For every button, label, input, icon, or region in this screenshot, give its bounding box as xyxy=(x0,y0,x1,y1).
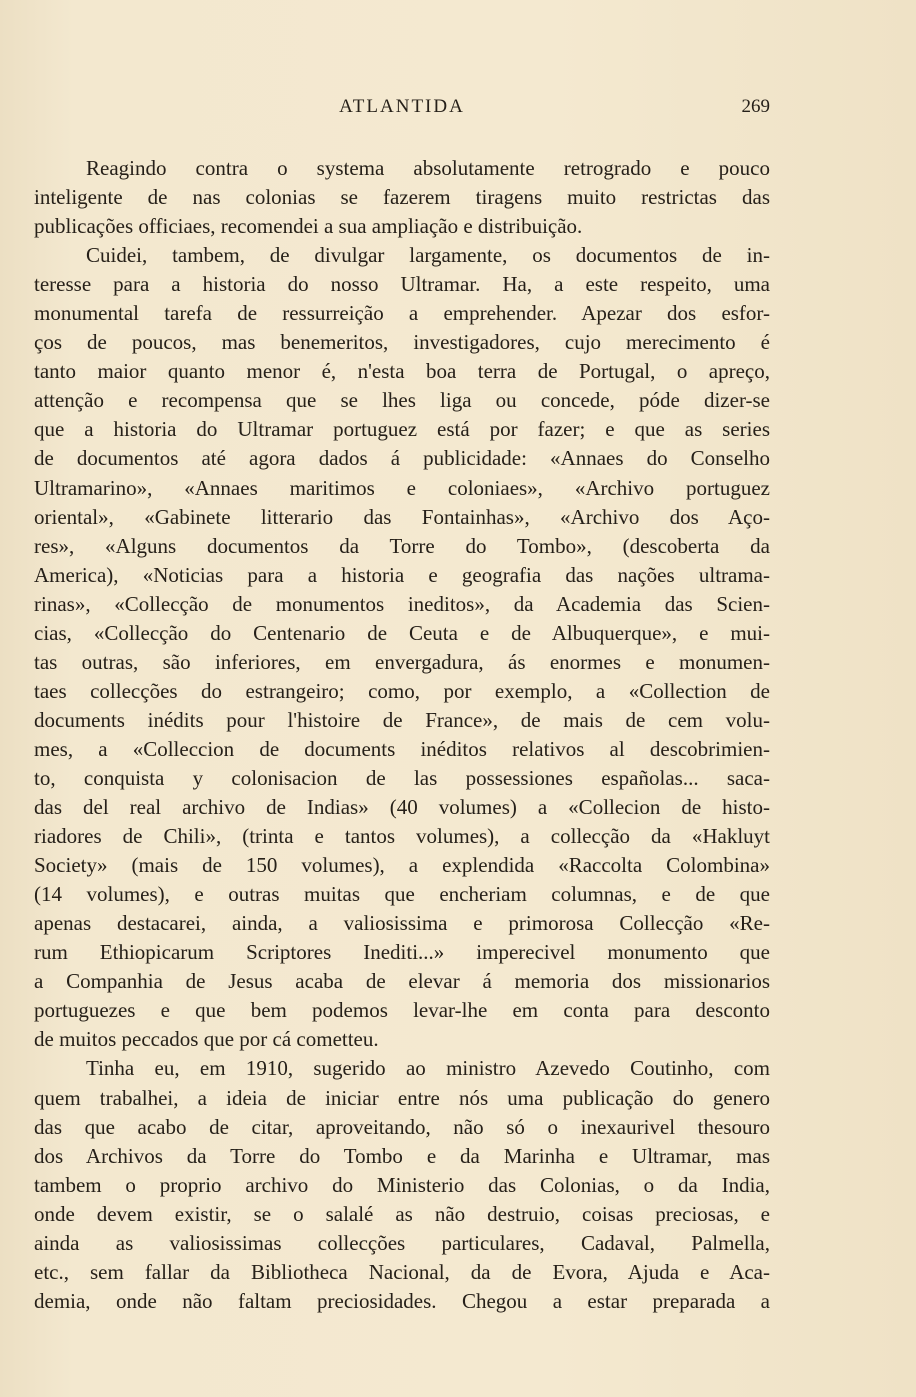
text-line: tambem o proprio archivo do Ministerio das Colonias, o da India, xyxy=(34,1172,770,1197)
text-line: documents inédits pour l'histoire de France», de mais de cem volu- xyxy=(34,707,770,732)
running-title: ATLANTIDA xyxy=(339,96,465,117)
text-line: quem trabalhei, a ideia de iniciar entre nós uma publicação do genero xyxy=(34,1085,770,1110)
text-line: tas outras, são inferiores, em envergadura, ás enormes e monumen- xyxy=(34,649,770,674)
text-line: dos Archivos da Torre do Tombo e da Marinha e Ultramar, mas xyxy=(34,1143,770,1168)
text-line: a Companhia de Jesus acaba de elevar á memoria dos missionarios xyxy=(34,969,770,994)
text-line: publicações officiaes, recomendei a sua ampliação e distribuição. xyxy=(34,214,583,239)
text-line: taes collecções do estrangeiro; como, por exemplo, a «Collection de xyxy=(34,678,770,703)
text-line: das del real archivo de Indias» (40 volumes) a «Collecion de histo- xyxy=(34,795,770,820)
text-line: Society» (mais de 150 volumes), a explendida «Raccolta Colombina» xyxy=(34,853,770,878)
text-line: de documentos até agora dados á publicidade: «Annaes do Conselho xyxy=(34,446,770,471)
body-text xyxy=(34,154,770,1316)
page-number: 269 xyxy=(741,96,770,117)
text-line: mes, a «Colleccion de documents inéditos relativos al descobrimien- xyxy=(34,736,770,761)
text-line: apenas destacarei, ainda, a valiosissima e primorosa Collecção «Re- xyxy=(34,911,770,936)
text-line: to, conquista y colonisacion de las possessiones españolas... saca- xyxy=(34,765,770,790)
text-line: Cuidei, tambem, de divulgar largamente, os documentos de in- xyxy=(86,243,770,268)
text-line: ainda as valiosissimas collecções particulares, Cadaval, Palmella, xyxy=(34,1230,770,1255)
text-line: teresse para a historia do nosso Ultramar. Ha, a este respeito, uma xyxy=(34,272,770,297)
text-line: etc., sem fallar da Bibliotheca Nacional, da de Evora, Ajuda e Aca- xyxy=(34,1259,770,1284)
text-line: ços de poucos, mas benemeritos, investigadores, cujo merecimento é xyxy=(34,330,770,355)
text-line: Ultramarino», «Annaes maritimos e coloniaes», «Archivo portuguez xyxy=(34,475,770,500)
page-header xyxy=(34,96,770,126)
text-line: das que acabo de citar, aproveitando, não só o inexaurivel thesouro xyxy=(34,1114,770,1139)
text-line: inteligente de nas colonias se fazerem tiragens muito restrictas das xyxy=(34,185,770,210)
text-line: onde devem existir, se o salalé as não destruio, coisas preciosas, e xyxy=(34,1201,770,1226)
text-line: cias, «Collecção do Centenario de Ceuta e de Albuquerque», e mui- xyxy=(34,620,770,645)
text-line: rinas», «Collecção de monumentos ineditos», da Academia das Scien- xyxy=(34,591,770,616)
text-line: de muitos peccados que por cá cometteu. xyxy=(34,1027,379,1052)
text-line: oriental», «Gabinete litterario das Fontainhas», «Archivo dos Aço- xyxy=(34,504,770,529)
text-line: tanto maior quanto menor é, n'esta boa terra de Portugal, o apreço, xyxy=(34,359,770,384)
text-line: demia, onde não faltam preciosidades. Chegou a estar preparada a xyxy=(34,1288,770,1313)
text-line: Tinha eu, em 1910, sugerido ao ministro Azevedo Coutinho, com xyxy=(86,1056,770,1081)
text-line: Reagindo contra o systema absolutamente retrogrado e pouco xyxy=(86,156,770,180)
text-line: portuguezes e que bem podemos levar-lhe em conta para desconto xyxy=(34,998,770,1023)
text-line: que a historia do Ultramar portuguez está por fazer; e que as series xyxy=(34,417,770,442)
text-line: monumental tarefa de ressurreição a emprehender. Apezar dos esfor- xyxy=(34,301,770,326)
text-line: (14 volumes), e outras muitas que encheriam columnas, e de que xyxy=(34,882,770,907)
text-line: res», «Alguns documentos da Torre do Tombo», (descoberta da xyxy=(34,533,770,558)
text-line: America), «Noticias para a historia e geografia das nações ultrama- xyxy=(34,562,770,587)
text-line: riadores de Chili», (trinta e tantos volumes), a collecção da «Hakluyt xyxy=(34,824,770,849)
text-line: rum Ethiopicarum Scriptores Inediti...» imperecivel monumento que xyxy=(34,940,770,965)
text-line: attenção e recompensa que se lhes liga ou concede, póde dizer-se xyxy=(34,388,770,413)
